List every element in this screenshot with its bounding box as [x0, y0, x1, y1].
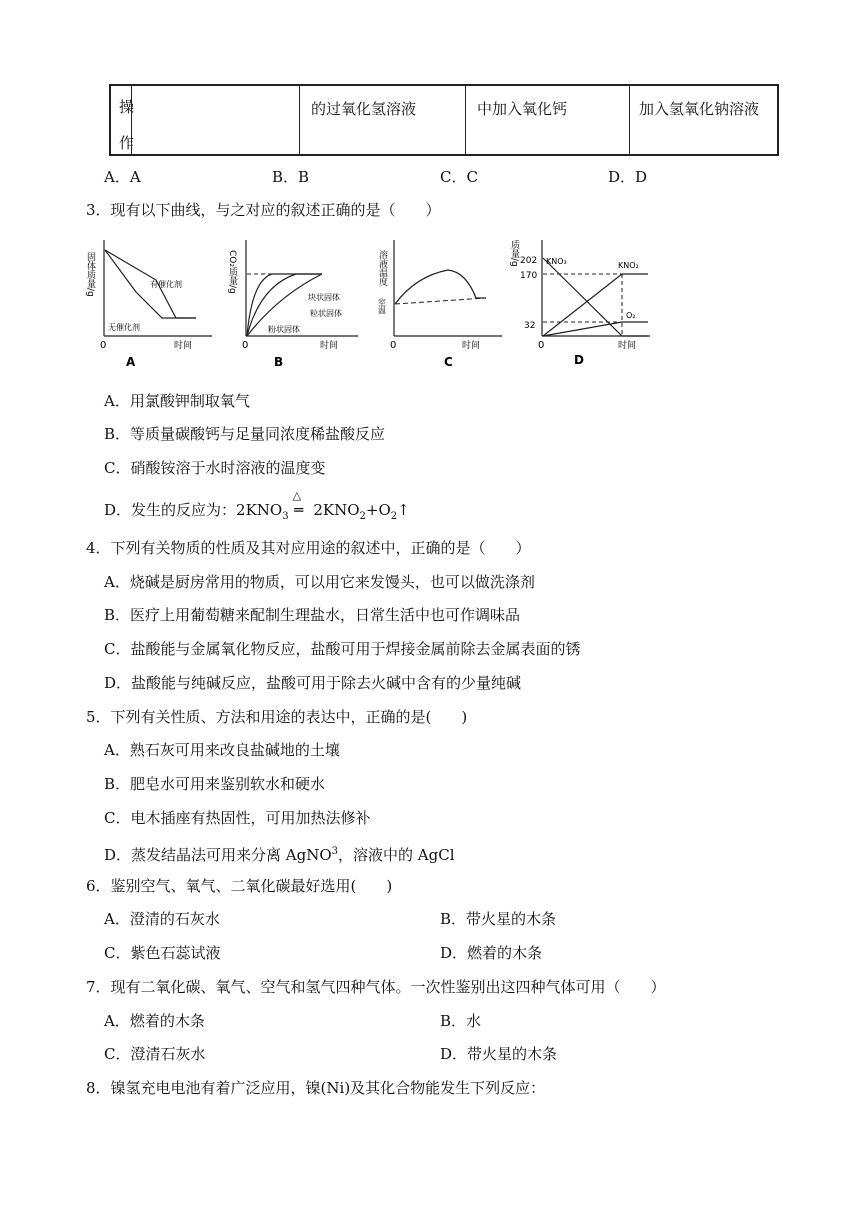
q4-option-a: A．烧碱是厨房常用的物质，可以用它来发馒头，也可以做洗涤剂: [104, 573, 535, 591]
fig-a-xlabel: 时间: [174, 341, 193, 351]
fig-d-tick-202: 202: [520, 256, 538, 266]
table-cell-d: 加入氢氧化钠溶液: [639, 100, 760, 118]
table-row-head-1: 操: [119, 98, 135, 116]
q5-option-c: C．电木插座有热固性，可用加热法修补: [104, 809, 371, 827]
fig-a-ylabel: 固体质量/g: [85, 252, 95, 297]
q7-option-b: B．水: [440, 1012, 482, 1030]
fig-b-ylabel: CO₂质量/g: [227, 250, 237, 294]
q3-option-b: B．等质量碳酸钙与足量同浓度稀盐酸反应: [104, 425, 386, 443]
q5-stem: 5．下列有关性质、方法和用途的表达中，正确的是( ): [86, 708, 468, 726]
q4-option-b: B．医疗上用葡萄糖来配制生理盐水，日常生活中也可作调味品: [104, 606, 521, 624]
answer-table: [109, 84, 779, 156]
q7-option-d: D．带火星的木条: [440, 1045, 558, 1063]
q5-option-d: D．蒸发结晶法可用来分离 AgNO$^3$，溶液中的 AgCl: [104, 846, 455, 864]
q3-stem: 3．现有以下曲线，与之对应的叙述正确的是（ ）: [86, 201, 441, 219]
q6-option-a: A．澄清的石灰水: [104, 910, 220, 928]
fig-d-tick-32: 32: [524, 321, 536, 331]
figure-b: [227, 240, 358, 369]
fig-b-curve2: 粉状固体: [268, 325, 300, 334]
fig-d-origin: 0: [538, 340, 545, 351]
fig-d-label-o2: O₂: [626, 311, 636, 320]
q2-option-d: D．D: [608, 168, 648, 186]
fig-d-label-kno3: KNO₃: [546, 257, 567, 266]
fig-c-ytick: 室温: [377, 298, 387, 314]
q3-option-a: A．用氯酸钾制取氧气: [104, 392, 250, 410]
q6-option-c: C．紫色石蕊试液: [104, 944, 221, 962]
fig-d-ylabel: 质量/g: [509, 240, 519, 267]
q6-stem: 6．鉴别空气、氧气、二氧化碳最好选用( ): [86, 877, 393, 895]
table-cell-b: 的过氧化氢溶液: [311, 100, 417, 118]
fig-b-curve3: 粒状固体: [310, 309, 342, 318]
fig-a-origin: 0: [100, 340, 107, 351]
fig-b-xlabel: 时间: [320, 341, 339, 351]
q7-option-a: A．燃着的木条: [104, 1012, 205, 1030]
q7-option-c: C．澄清石灰水: [104, 1045, 206, 1063]
fig-c-ylabel: 溶液温度: [377, 250, 387, 286]
fig-a-tag: A: [126, 355, 136, 369]
q3-option-d: D．发生的反应为：$2KNO_3$ △ ═ $2KNO_2+O_2↑$: [104, 489, 410, 522]
q4-option-d: D．盐酸能与纯碱反应，盐酸可用于除去火碱中含有的少量纯碱: [104, 674, 522, 692]
fig-a-curve1: 有催化剂: [150, 280, 182, 289]
q3-figures: [85, 236, 696, 372]
figure-a: [85, 240, 212, 369]
figure-c: [377, 240, 502, 369]
fig-d-xlabel: 时间: [618, 341, 637, 351]
fig-c-origin: 0: [390, 340, 397, 351]
fig-b-curve1: 块状固体: [308, 293, 340, 302]
q4-option-c: C．盐酸能与金属氧化物反应，盐酸可用于焊接金属前除去金属表面的锈: [104, 640, 581, 658]
table-row-head-2: 作: [119, 134, 135, 152]
fig-c-xlabel: 时间: [462, 341, 481, 351]
fig-d-tag: D: [574, 353, 584, 367]
fig-b-tag: B: [274, 355, 284, 369]
fig-b-origin: 0: [242, 340, 249, 351]
q5-option-b: B．肥皂水可用来鉴别软水和硬水: [104, 775, 326, 793]
figure-d: [509, 239, 650, 367]
fig-a-curve2: 无催化剂: [108, 323, 140, 332]
q7-stem: 7．现有二氧化碳、氧气、空气和氢气四种气体。一次性鉴别出这四种气体可用（ ）: [86, 978, 666, 996]
q4-stem: 4．下列有关物质的性质及其对应用途的叙述中，正确的是（ ）: [86, 539, 531, 557]
fig-d-label-kno2: KNO₂: [618, 261, 639, 270]
q8-stem: 8．镍氢充电电池有着广泛应用，镍(Ni)及其化合物能发生下列反应：: [86, 1079, 546, 1097]
q5-option-a: A．熟石灰可用来改良盐碱地的土壤: [104, 741, 340, 759]
q6-option-d: D．燃着的木条: [440, 944, 543, 962]
q6-option-b: B．带火星的木条: [440, 910, 557, 928]
fig-c-tag: C: [444, 355, 453, 369]
q3-option-c: C．硝酸铵溶于水时溶液的温度变: [104, 459, 326, 477]
q2-option-b: B．B: [272, 168, 310, 186]
q2-option-c: C．C: [440, 168, 478, 186]
q2-option-a: A．A: [104, 168, 141, 186]
table-cell-c: 中加入氧化钙: [477, 100, 568, 118]
fig-d-tick-170: 170: [520, 271, 538, 281]
